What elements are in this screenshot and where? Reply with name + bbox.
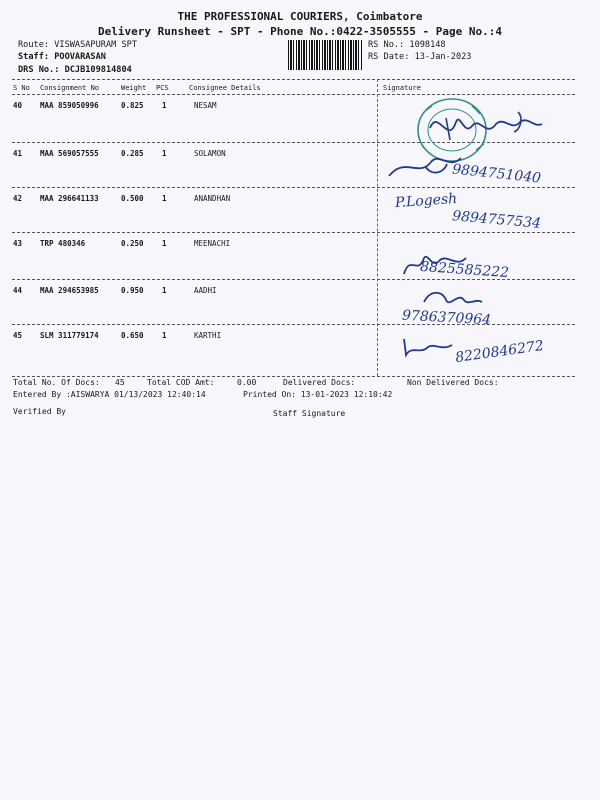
table-row-consignment: SLM 311779174 bbox=[40, 331, 99, 340]
table-row-consignee: NESAM bbox=[194, 101, 217, 110]
table-row-sno: 42 bbox=[13, 194, 23, 203]
drs-number: DRS No.: DCJB109814804 bbox=[18, 65, 132, 75]
table-row-weight: 0.250 bbox=[121, 239, 144, 248]
table-row-consignee: SOLAMON bbox=[194, 149, 226, 158]
barcode bbox=[288, 40, 362, 70]
table-row-consignment: MAA 294653985 bbox=[40, 286, 99, 295]
table-row-sno: 44 bbox=[13, 286, 23, 295]
signature-phone-42: 9894757534 bbox=[451, 208, 542, 232]
table-row-weight: 0.285 bbox=[121, 149, 144, 158]
table-row-weight: 0.650 bbox=[121, 331, 144, 340]
col-sno: S No bbox=[13, 84, 30, 92]
route-label: Route: VISWASAPURAM SPT bbox=[18, 40, 137, 50]
table-top-rule bbox=[12, 79, 575, 80]
row-rule bbox=[12, 232, 575, 233]
table-row-weight: 0.500 bbox=[121, 194, 144, 203]
non-delivered-docs: Non Delivered Docs: bbox=[407, 378, 499, 387]
total-docs-value: 45 bbox=[115, 378, 125, 387]
table-row-consignee: AADHI bbox=[194, 286, 217, 295]
col-signature: Signature bbox=[383, 84, 421, 92]
table-row-pcs: 1 bbox=[162, 286, 167, 295]
table-row-consignment: MAA 569057555 bbox=[40, 149, 99, 158]
staff-label: Staff: POOVARASAN bbox=[18, 52, 106, 62]
signature-column-divider bbox=[377, 79, 378, 376]
cod-label: Total COD Amt: bbox=[147, 378, 215, 387]
table-row-pcs: 1 bbox=[162, 149, 167, 158]
row-rule bbox=[12, 187, 575, 188]
printed-on: Printed On: 13-01-2023 12:10:42 bbox=[243, 390, 393, 399]
entered-by: Entered By :AISWARYA 01/13/2023 12:40:14 bbox=[13, 390, 206, 399]
signature-phone-43: 8825585222 bbox=[419, 258, 510, 282]
table-row-sno: 40 bbox=[13, 101, 23, 110]
table-row-weight: 0.950 bbox=[121, 286, 144, 295]
table-row-consignment: MAA 859050996 bbox=[40, 101, 99, 110]
col-pcs: PCS bbox=[156, 84, 169, 92]
table-row-sno: 41 bbox=[13, 149, 23, 158]
table-row-weight: 0.825 bbox=[121, 101, 144, 110]
signature-scribble-icon bbox=[398, 335, 458, 359]
table-row-sno: 45 bbox=[13, 331, 23, 340]
table-row-consignee: KARTHI bbox=[194, 331, 222, 340]
table-row-pcs: 1 bbox=[162, 239, 167, 248]
table-row-consignee: MEENACHI bbox=[194, 239, 231, 248]
table-row-consignment: MAA 296641133 bbox=[40, 194, 99, 203]
rs-date: RS Date: 13-Jan-2023 bbox=[368, 52, 472, 62]
signature-phone-44: 9786370964 bbox=[401, 307, 492, 329]
table-row-consignee: ANANDHAN bbox=[194, 194, 231, 203]
delivered-docs: Delivered Docs: bbox=[283, 378, 356, 387]
table-row-pcs: 1 bbox=[162, 101, 167, 110]
table-row-consignment: TRP 480346 bbox=[40, 239, 86, 248]
cod-value: 0.00 bbox=[237, 378, 257, 387]
signature-scribble-icon bbox=[418, 288, 488, 310]
col-consignee: Consignee Details bbox=[189, 84, 261, 92]
table-row-pcs: 1 bbox=[162, 331, 167, 340]
staff-signature: Staff Signature bbox=[273, 409, 346, 418]
company-title: THE PROFESSIONAL COURIERS, Coimbatore bbox=[177, 10, 423, 23]
table-row-sno: 43 bbox=[13, 239, 23, 248]
table-row-pcs: 1 bbox=[162, 194, 167, 203]
col-consignment: Consignment No bbox=[40, 84, 100, 92]
signature-phone-45: 8220846272 bbox=[454, 337, 545, 367]
table-bottom-rule bbox=[12, 376, 575, 377]
total-docs-label: Total No. Of Docs: bbox=[13, 378, 100, 387]
runsheet-subtitle: Delivery Runsheet - SPT - Phone No.:0422-3505555 - Page No.:4 bbox=[98, 25, 502, 38]
col-weight: Weight bbox=[121, 84, 147, 92]
signature-phone-41: 9894751040 bbox=[451, 161, 542, 187]
rs-number: RS No.: 1098148 bbox=[368, 40, 446, 50]
signature-name-42: P.Logesh bbox=[394, 190, 458, 212]
verified-by: Verified By bbox=[13, 407, 66, 416]
